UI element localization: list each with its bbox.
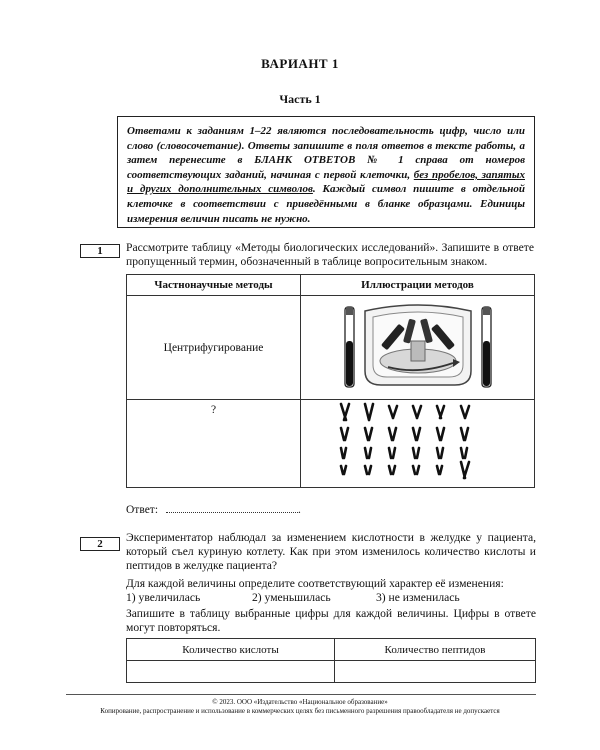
method-cell-centrifugation: Центрифугирование (127, 296, 301, 400)
footer-copyright: © 2023. ООО «Издательство «Национальное образование» (212, 698, 388, 706)
methods-col-header: Частнонаучные методы (127, 275, 301, 296)
variant-title: ВАРИАНТ 1 (261, 56, 339, 71)
task-2-instruction: Запишите в таблицу выбранные цифры для каждой величины. Цифры в ответе могут повторяться. (126, 607, 536, 634)
task-number-2: 2 (80, 537, 120, 551)
illustrations-col-header: Иллюстрации методов (301, 275, 535, 296)
answer-tail: . (298, 504, 301, 516)
option-1: 1) увеличилась (126, 591, 201, 604)
instructions-box (117, 116, 535, 228)
task-2-prompt: Для каждой величины определите соответствующий характер её изменения: (126, 577, 504, 590)
task-2-answer-table (126, 638, 536, 683)
method-cell-unknown: ? (127, 400, 301, 488)
acid-header: Количество кислоты (127, 639, 335, 661)
footer-divider (66, 694, 536, 695)
task-1-text: Рассмотрите таблицу «Методы биологических исследований». Запишите в ответе пропущенный термин, обозначенный в таблице вопросительным знаком. (126, 241, 534, 268)
task-1-answer-field[interactable] (166, 502, 298, 513)
centrifuge-illustration-cell (301, 296, 535, 400)
methods-table (126, 274, 535, 488)
karyotype-illustration-cell (301, 400, 535, 488)
footer-notice: Копирование, распространение и использование в коммерческих целях без письменного разрешения правообладателя не допускается (100, 707, 500, 715)
instructions-text-1: Ответами к заданиям 1–22 являются последовательность цифр, число или слово (словосочетание). Ответы запишите в поля ответов в тексте работы, а затем перенесите в БЛАНК ОТВЕТОВ № 1 справа от номеров соответствующих заданий, начиная с первой клеточки, (127, 125, 525, 181)
acid-answer-cell[interactable] (127, 661, 335, 683)
part-title: Часть 1 (279, 92, 321, 106)
centrifuge-icon (343, 301, 493, 391)
task-1-answer-line (126, 502, 301, 516)
answer-label: Ответ: (126, 504, 159, 516)
peptides-answer-cell[interactable] (335, 661, 536, 683)
task-2-text: Экспериментатор наблюдал за изменением кислотности в желудке у пациента, который съел куриную котлету. Как при этом изменилось количество кислоты и пептидов в желудке пациента? (126, 531, 536, 572)
task-number-1: 1 (80, 244, 120, 258)
option-2: 2) уменьшилась (252, 591, 331, 604)
instructions-underlined: без пробелов, запятых и других дополнительных символов (127, 168, 525, 196)
option-3: 3) не изменилась (376, 591, 460, 604)
peptides-header: Количество пептидов (335, 639, 536, 661)
karyotype-icon (333, 402, 503, 482)
instructions-text-2: . Каждый символ пишите в отдельной клеточке в соответствии с приведёнными в бланке образцами. Единицы измерения величин писать не нужно. (127, 183, 526, 225)
